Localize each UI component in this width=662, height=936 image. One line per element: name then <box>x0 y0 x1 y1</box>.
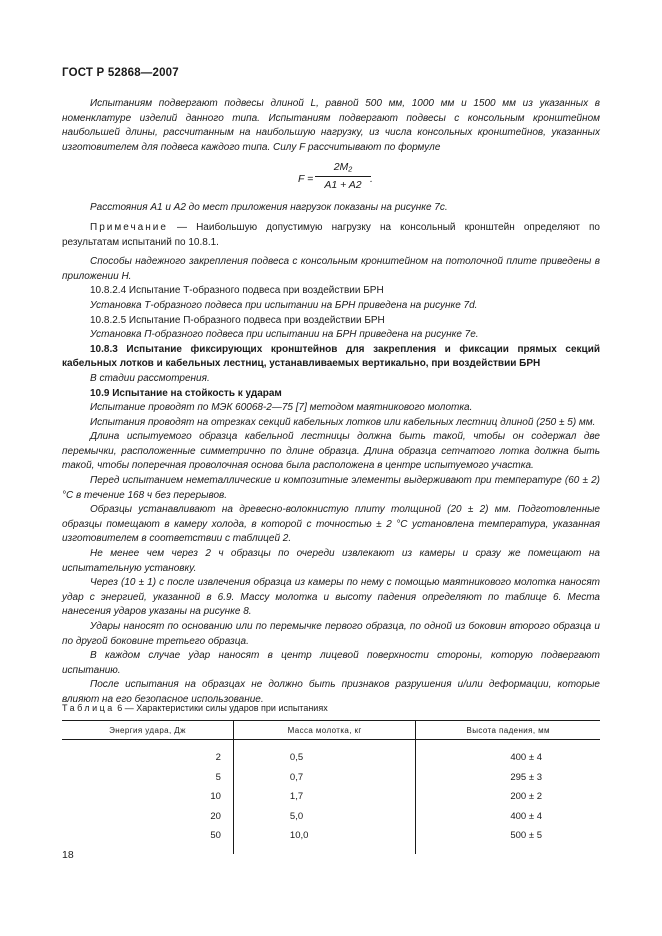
table-cell: 2 <box>215 752 221 764</box>
section-heading: 10.9 Испытание на стойкость к ударам <box>90 387 282 399</box>
paragraph: Образцы устанавливают на древесно-волокнистую плиту толщиной (20 ± 2) мм. Подготовленные образцы помещают в камеру холода, в которой с точностью ± 2 °С установлена температура, указанная изготовителем в соответствии с таблицей 2. <box>62 504 600 545</box>
table-cell: 200 ± 2 <box>416 787 600 807</box>
paragraph: Через (10 ± 1) с после извлечения образца из камеры по нему с помощью маятникового молотка наносят удар с энергией, указанной в 6.9. Массу молотка и высоту падения определяют по таблице 6. Места нанесения ударов указаны на рисунке 8. <box>62 577 600 618</box>
formula-denominator: A1 + A2 <box>324 178 362 191</box>
paragraph: Расстояния А1 и А2 до мест приложения нагрузок показаны на рисунке 7с. <box>90 202 448 214</box>
table-cell: 500 ± 5 <box>416 826 600 846</box>
table-cell: 400 ± 4 <box>416 748 600 768</box>
table-cell: 0,5 <box>233 748 416 768</box>
paragraph: Перед испытанием неметаллические и композитные элементы выдерживают при температуре (60 ± 2) °С в течение 168 ч без перерывов. <box>62 475 600 501</box>
table-row <box>62 768 600 788</box>
paragraph: Длина испытуемого образца кабельной лестницы должна быть такой, чтобы он содержал две перемычки, расположенные симметрично по длине образца. Длина образца сетчатого лотка должна быть такой, чтобы поперечная проволочная основа была расположена в центре испытуемого участка. <box>62 431 600 472</box>
formula-end: . <box>370 173 373 186</box>
formula-numerator: 2M₂ <box>315 160 371 177</box>
formula-fraction <box>315 160 371 192</box>
table-cell: 1,7 <box>233 787 416 807</box>
table-header-row <box>62 721 600 740</box>
document-body <box>62 97 600 708</box>
paragraph: Удары наносят по основанию или по перемычке первого образца, по одной из боковин второго образца и по другой боковине третьего образца. <box>62 621 600 647</box>
table-cell: 5,0 <box>233 807 416 827</box>
force-formula <box>62 159 600 199</box>
table-cell: 10 <box>210 791 221 803</box>
table-cell: 50 <box>210 830 221 842</box>
standard-header: ГОСТ Р 52868—2007 <box>62 67 179 79</box>
paragraph: Установка П-образного подвеса при испытании на БРН приведена на рисунке 7е. <box>90 329 479 341</box>
paragraph: Испытание проводят по МЭК 60068-2—75 [7] методом маятникового молотка. <box>90 402 473 414</box>
paragraph: Испытаниям подвергают подвесы длиной L, равной 500 мм, 1000 мм и 1500 мм из указанных в номенклатуре изделий данного типа. Испытаниям подвергают подвесы с консольным кронштейном наибольшей длины, рассчитанным на наибольшую нагрузку, из числа консольных кронштейнов, указанных изготовителем для подвеса каждого типа. Силу F рассчитывают по формуле <box>62 98 600 153</box>
subsection-heading: 10.8.2.4 Испытание Т-образного подвеса при воздействии БРН <box>90 285 384 297</box>
table-cell: 295 ± 3 <box>416 768 600 788</box>
paragraph: В каждом случае удар наносят в центр лицевой поверхности стороны, которую подвергают испытанию. <box>62 650 600 676</box>
column-header: Масса молотка, кг <box>233 721 416 740</box>
paragraph: Не менее чем через 2 ч образцы по очереди извлекают из камеры и сразу же помещают на испытательную установку. <box>62 548 600 574</box>
table-cell: 5 <box>215 771 221 783</box>
note-text: — Наибольшую допустимую нагрузку на консольный кронштейн определяют по результатам испытаний по 10.8.1. <box>62 221 600 248</box>
note <box>62 221 600 250</box>
paragraph: Способы надежного закрепления подвеса с консольным кронштейном на потолочной плите приведены в приложении Н. <box>62 256 600 282</box>
subsection-heading: 10.8.2.5 Испытание П-образного подвеса при воздействии БРН <box>90 314 385 326</box>
section-heading: 10.8.3 Испытание фиксирующих кронштейнов для закрепления и фиксации прямых секций кабельных лотков и кабельных лестниц, устанавливаемых вертикально, при воздействии БРН <box>62 343 600 370</box>
table-label: Таблица <box>62 703 115 713</box>
table-cell: 0,7 <box>233 768 416 788</box>
column-header: Высота падения, мм <box>416 721 600 740</box>
page-number: 18 <box>62 849 74 861</box>
note-label: Примечание <box>90 221 168 233</box>
table-cell: 10,0 <box>233 826 416 846</box>
paragraph: Испытания проводят на отрезках секций кабельных лотков или кабельных лестниц длиной (250 ± 5) мм. <box>90 416 596 428</box>
column-header: Энергия удара, Дж <box>62 721 233 740</box>
formula-lhs: F = <box>298 173 314 186</box>
impact-table <box>62 720 600 854</box>
paragraph: После испытания на образцах не должно быть признаков разрушения и/или деформации, которые влияют на его безопасное использование. <box>62 679 600 705</box>
table-row <box>62 748 600 768</box>
table-caption-text: 6 — Характеристики силы ударов при испытаниях <box>114 703 328 713</box>
table-spacer <box>62 740 600 749</box>
paragraph: В стадии рассмотрения. <box>90 372 210 384</box>
table-spacer <box>62 846 600 854</box>
table-row <box>62 807 600 827</box>
table-cell: 400 ± 4 <box>416 807 600 827</box>
table-row <box>62 826 600 846</box>
table-cell: 20 <box>210 810 221 822</box>
table-row <box>62 787 600 807</box>
table-caption <box>62 703 328 713</box>
paragraph: Установка Т-образного подвеса при испытании на БРН приведена на рисунке 7d. <box>90 299 478 311</box>
